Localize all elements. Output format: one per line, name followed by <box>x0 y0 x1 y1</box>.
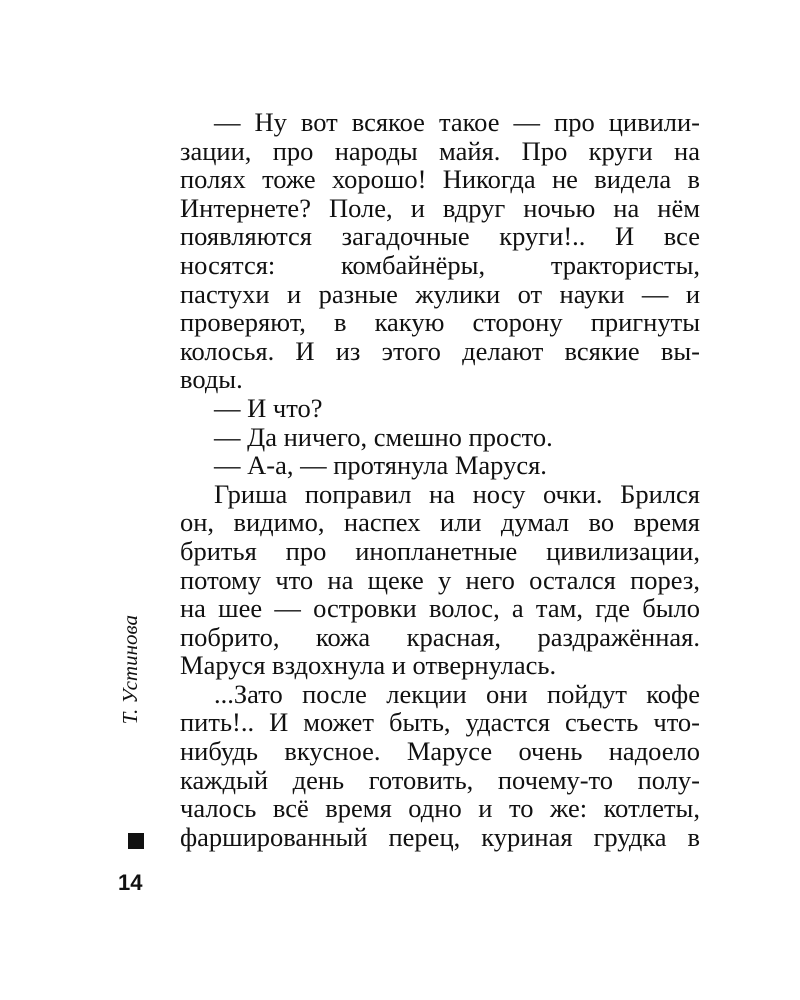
text-line: Гриша поправил на носу очки. Брился <box>214 478 700 509</box>
page-body-text <box>180 108 700 851</box>
text-line: чалось всё время одно и то же: котлеты, <box>180 793 700 824</box>
text-line: побрито, кожа красная, раздражённая. <box>180 621 700 652</box>
text-line: зации, про народы майя. Про круги на <box>180 135 700 166</box>
text-line: фаршированный перец, куриная грудка в <box>180 821 700 852</box>
page-number: 14 <box>118 870 143 895</box>
text-line: колосья. И из этого делают всякие вы- <box>180 335 700 366</box>
text-line: — Да ничего, смешно просто. <box>214 421 553 452</box>
text-line: воды. <box>180 364 243 395</box>
text-line: пить!.. И может быть, удастся съесть что- <box>180 707 700 738</box>
text-line: — А-а, — протянула Маруся. <box>214 450 547 481</box>
text-line: нибудь вкусное. Марусе очень надоело <box>180 736 700 767</box>
text-line: Маруся вздохнула и отвернулась. <box>180 650 557 681</box>
text-line: появляются загадочные круги!.. И все <box>180 221 700 252</box>
text-line: на шее — островки волос, а там, где было <box>180 593 700 624</box>
text-line: полях тоже хорошо! Никогда не видела в <box>180 164 700 195</box>
text-line: каждый день готовить, почему-то полу- <box>180 764 700 795</box>
text-line: пастухи и разные жулики от науки — и <box>180 278 700 309</box>
text-line: Интернете? Поле, и вдруг ночью на нём <box>180 192 700 223</box>
running-head-square-marker <box>128 833 144 849</box>
text-line: ...Зато после лекции они пойдут кофе <box>214 678 700 709</box>
text-line: бритья про инопланетные цивилизации, <box>180 535 700 566</box>
running-head-author: Т. Устинова <box>118 615 142 725</box>
text-line: — И что? <box>214 392 323 423</box>
text-line: потому что на щеке у него остался порез, <box>180 564 700 595</box>
text-line: проверяют, в какую сторону пригнуты <box>180 307 700 338</box>
text-line: носятся: комбайнёры, трактористы, <box>180 249 700 280</box>
text-line: он, видимо, наспех или думал во время <box>180 507 700 538</box>
text-line: — Ну вот всякое такое — про цивили- <box>214 107 700 137</box>
